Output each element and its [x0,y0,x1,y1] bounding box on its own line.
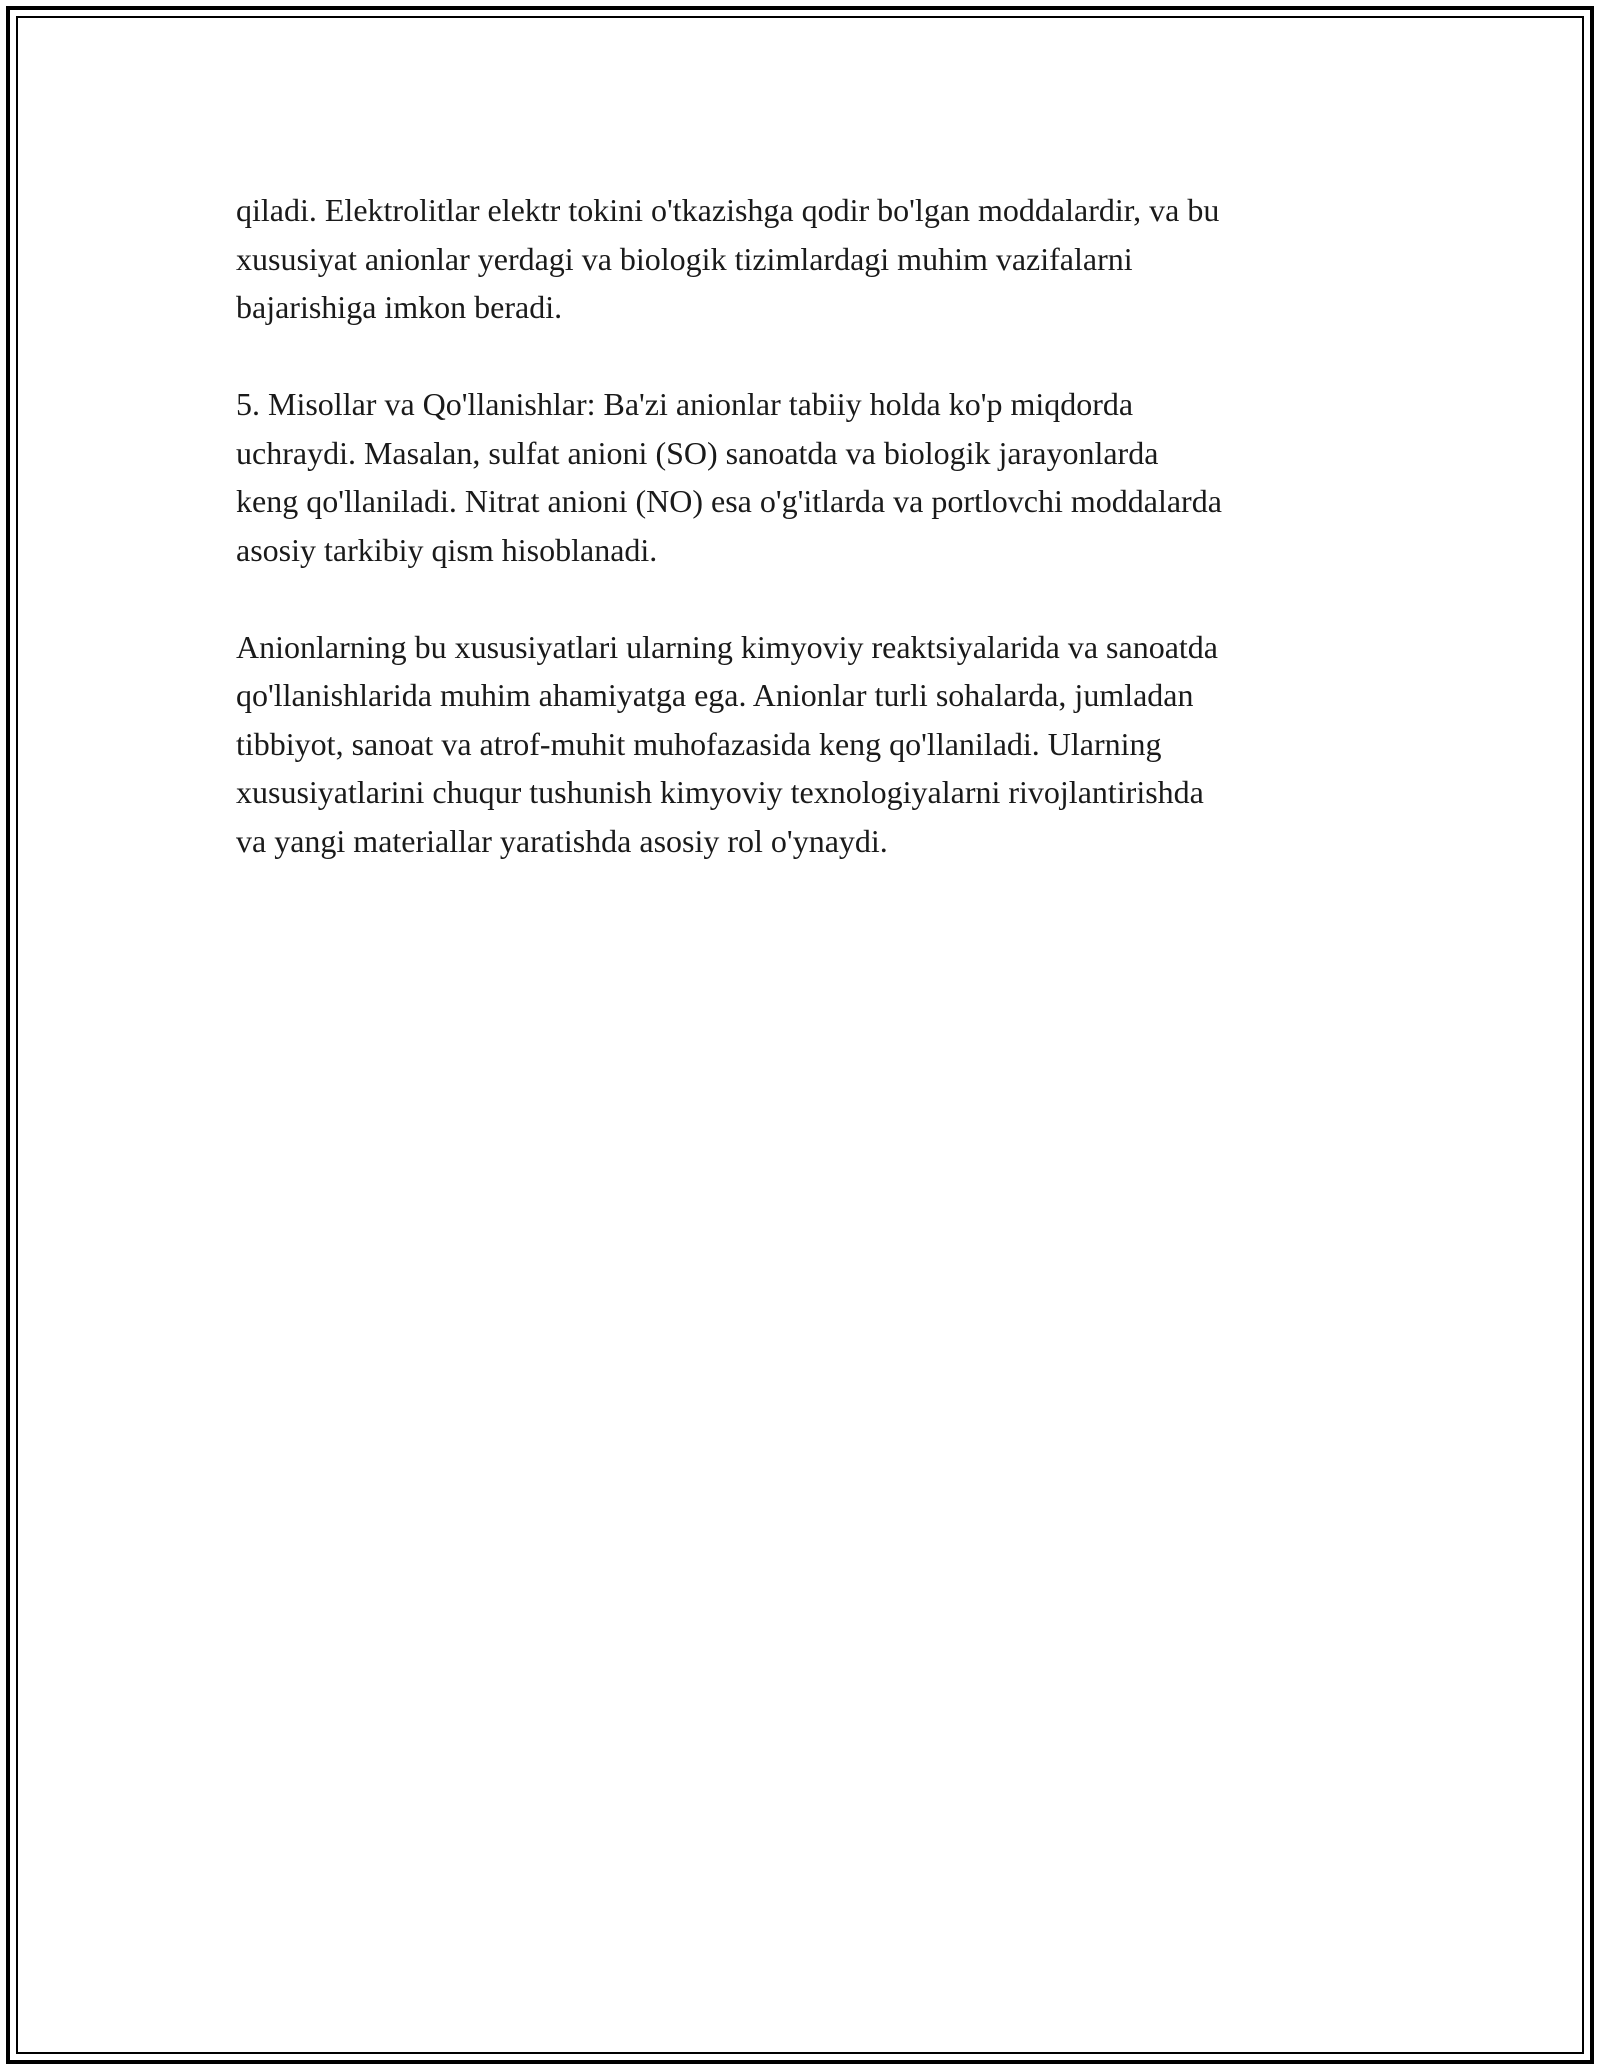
text-line: qiladi. Elektrolitlar elektr tokini o'tkazishga qodir bo'lgan moddalardir, va bu [236,192,1220,228]
text-line: va yangi materiallar yaratishda asosiy rol o'ynaydi. [236,822,888,859]
text-line: xususiyat anionlar yerdagi va biologik tizimlardagi muhim vazifalarni [236,240,1133,277]
paragraph-electrolytes [236,186,1376,332]
text-line: Anionlarning bu xususiyatlari ularning kimyoviy reaktsiyalarida va sanoatda [236,628,1218,665]
text-line: bajarishiga imkon beradi. [236,289,563,325]
text-line: tibbiyot, sanoat va atrof-muhit muhofazasida keng qo'llaniladi. Ularning [236,725,1162,762]
paragraph-examples [236,380,1376,574]
text-line: qo'llanishlarida muhim ahamiyatga ega. Anionlar turli sohalarda, jumladan [236,677,1194,713]
text-line: 5. Misollar va Qo'llanishlar: Ba'zi anionlar tabiiy holda ko'p miqdorda [236,386,1134,422]
document-body [236,186,1376,914]
text-line: xususiyatlarini chuqur tushunish kimyoviy texnologiyalarni rivojlantirishda [236,774,1204,810]
text-line: asosiy tarkibiy qism hisoblanadi. [236,531,658,568]
paragraph-conclusion [236,623,1376,866]
text-line: keng qo'llaniladi. Nitrat anioni (NO) esa o'g'itlarda va portlovchi moddalarda [236,483,1222,519]
text-line: uchraydi. Masalan, sulfat anioni (SO) sanoatda va biologik jarayonlarda [236,434,1159,471]
